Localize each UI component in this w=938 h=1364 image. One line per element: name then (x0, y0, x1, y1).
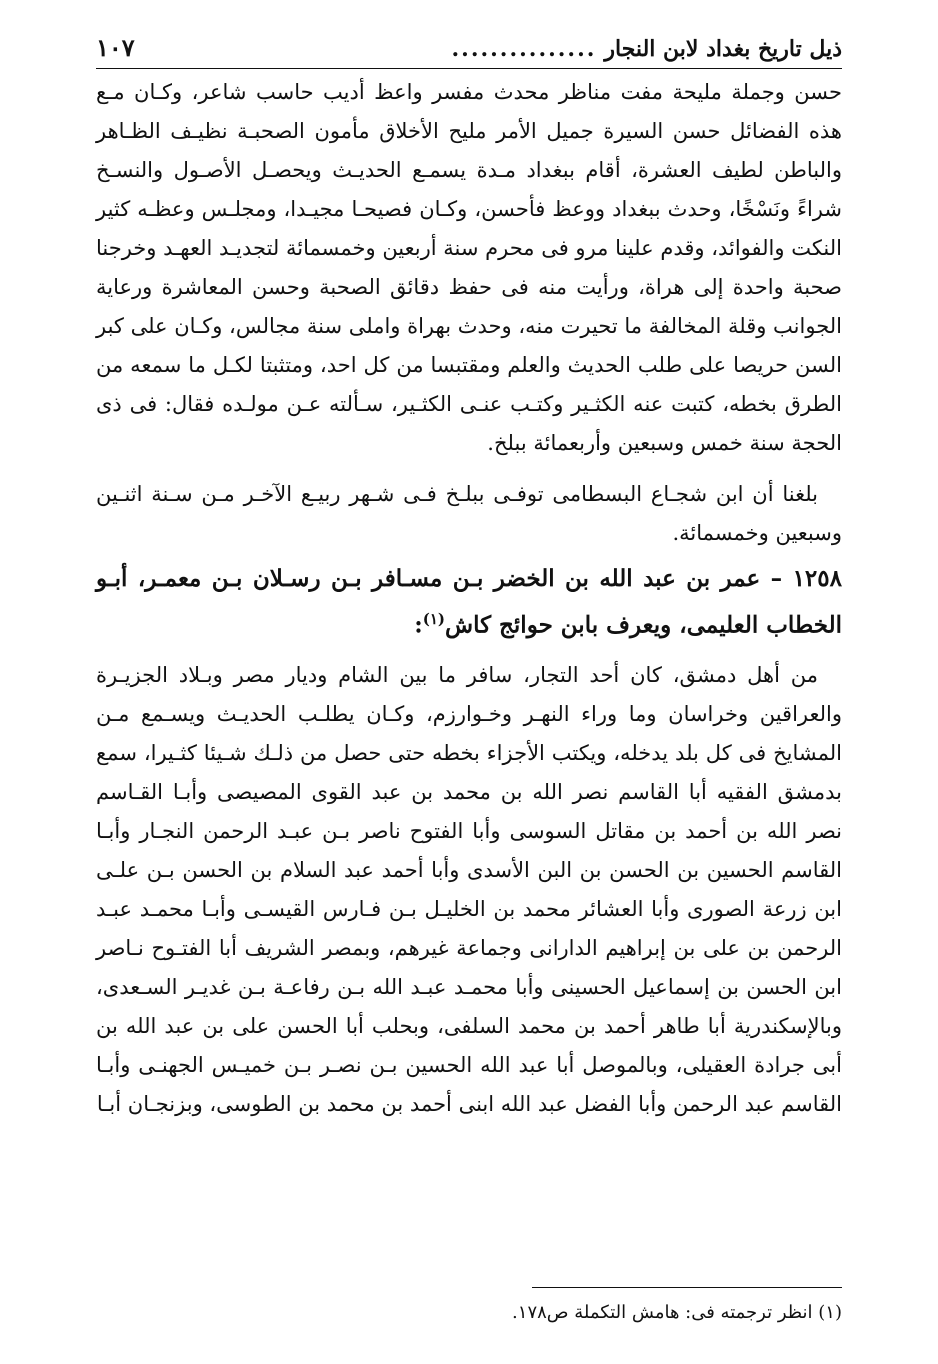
footnote-reference: (١) (422, 610, 446, 628)
page-body (96, 28, 842, 1124)
footnote-divider (532, 1287, 842, 1288)
running-header (96, 28, 842, 69)
entry-body: من أهل دمشق، كان أحد التجار، سافر ما بين الشام وديار مصر وبـلاد الجزيـرة والعراقين وخراسان وما وراء النهـر وخـوارزم، وكـان يطلـب الحديـث ويسـمع مـن المشايخ فى كل بلد يدخله، ويكتب الأجزاء بخطه حتى حصل من ذلـك شـيئا كثـيرا، سمع بدمشق الفقيه أبا القاسم نصر الله بن محمد بن عبد القوى المصيصى وأبـا القـاسم نصر الله بن أحمد بن مقاتل السوسى وأبا الفتوح ناصر بـن عبـد الرحمن النجـار وأبـا القاسم الحسين بن الحسن بن البن الأسدى وأبا أحمد عبد السلام بن الحسن بـن علـى ابن زرعة الصورى وأبا العشائر محمد بن الخليـل بـن فـارس القيسـى وأبـا محمـد عبـد الرحمن بن على بن إبراهيم الدارانى وجماعة غيرهم، وبمصر الشريف أبا الفتـوح نـاصر ابن الحسن بن إسماعيل الحسينى وأبا محمـد عبـد الله بـن رفاعـة بـن غديـر السـعدى، وبالإسكندرية أبا طاهر أحمد بن محمد السلفى، وبحلب أبا الحسن على بن عبد الله بن أبى جرادة العقيلى، وبالموصل أبا عبد الله الحسين بـن نصـر بـن خميـس الجهنـى وأبـا القاسم عبد الرحمن وأبا الفضل عبد الله ابنى أحمد بن محمد بن الطوسى، وبزنجـان أبـا (96, 662, 842, 1116)
entry-heading-end: : (414, 611, 423, 639)
entry-dash: – (770, 565, 783, 592)
footnote: (١) انظر ترجمته فى: هامش التكملة ص١٧٨. (512, 1302, 842, 1323)
page-number: ١٠٧ (96, 33, 135, 62)
leader-dots: ............... (451, 36, 597, 62)
paragraph-2: بلغنا أن ابن شجـاع البسطامى توفـى ببلـخ فـى شـهر ربيـع الآخـر مـن سـنة اثنـين وسبعين وخمسمائة. (96, 482, 842, 545)
entry-title: عمر بن عبد الله بن الخضر بـن مسـافر بـن رسـلان بـن معمـر، أبـو الخطاب العليمى، ويعرف بابن حوائج كاش (96, 565, 842, 639)
paragraph-1: حسن وجملة مليحة مفت مناظر محدث مفسر واعظ أديب حاسب شاعر، وكـان مـع هذه الفضائل حسن السيرة جميل الأمر مليح الأخلاق مأمون الصحبـة نظيـف الظـاهر والباطن لطيف العشرة، أقام ببغداد مـدة يسمـع الحديـث ويحصـل الأصـول والنسـخ شراءً ونَسْخًا، وحدث ببغداد ووعظ فأحسن، وكـان فصيحـا مجيـدا، ومجلـس وعظـه كثير النكت والفوائد، وقدم علينا مرو فى محرم سنة أربعين وخمسمائة لتجديـد العهـد وخرجنا صحبة واحدة إلى هراة، ورأيت منه فى حفظ دقائق الصحبة وحسن المعاشرة ورعاية الجوانب وقلة المخالفة ما تحيرت منه، وحدث بهراة واملى سنة مجالس، وكـان على كبر السن حريصا على طلب الحديث والعلم ومقتبسا من كل احد، ومتثبتا لكـل ما سمعه من الطرق بخطه، كتبت عنه الكثـير وكتـب عنـى الكثـير، سـألته عـن مولـده فقال: فى ذى الحجة سنة خمس وسبعين وأربعمائة ببلخ. (96, 80, 842, 455)
book-title: ذيل تاريخ بغداد لابن النجار (604, 36, 842, 62)
paragraph-gap (96, 463, 842, 475)
entry-number: ١٢٥٨ (792, 565, 842, 592)
entry-heading (96, 559, 842, 646)
